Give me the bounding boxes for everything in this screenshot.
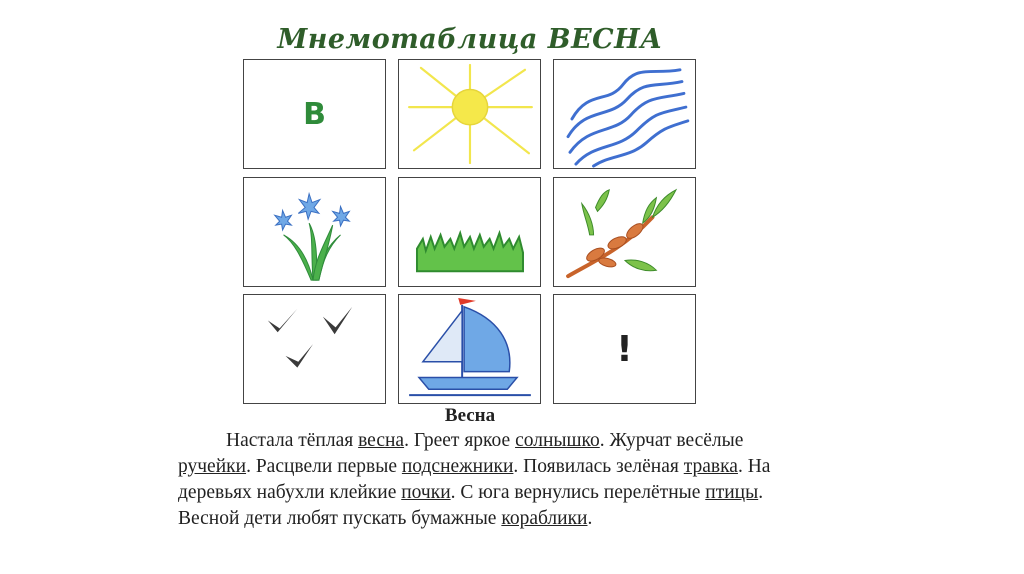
snowdrop-flowers-icon [244,178,385,286]
story-segment: . Появилась зелёная [513,456,684,477]
exclamation-mark: ! [616,328,633,370]
birds-icon [244,295,385,403]
water-streams-icon [554,60,695,168]
story-text [178,428,788,532]
cell-streams [553,59,696,169]
cell-birds [243,294,386,404]
story-keyword: подснежники [401,456,514,477]
cell-branch [553,177,696,287]
story-body [178,430,770,529]
story-keyword: травка [683,456,738,477]
story-keyword: ручейки [178,456,247,477]
story-keyword: кораблики [501,508,588,529]
cell-exclamation [553,294,696,404]
sailboat-icon [399,295,540,403]
story-segment: . Расцвели первые [246,456,402,477]
story-segment: . Греет яркое [404,430,516,451]
story-segment: . На деревьях набухли клейкие [178,456,771,503]
cell-letter [243,59,386,169]
story-keyword: солнышко [515,430,600,451]
story-segment: . Весной дети любят пускать бумажные [178,482,764,529]
story-keyword: почки [401,482,451,503]
story-title: Весна [444,405,496,426]
cell-sun [398,59,541,169]
story-segment: . [587,508,593,529]
cell-boat [398,294,541,404]
budding-branch-icon [554,178,695,286]
story-segment: . Журчат весёлые [599,430,744,451]
story-segment: Настала тёплая [226,430,359,451]
story-segment: . С юга вернулись перелётные [450,482,706,503]
letter-v: В [303,96,326,132]
story-keyword: птицы [705,482,759,503]
story-keyword: весна [358,430,405,451]
page-title: Мнемотаблица ВЕСНА [277,24,663,55]
sun-icon [399,60,540,168]
cell-grass [398,177,541,287]
grass-icon [399,178,540,286]
cell-snowdrops [243,177,386,287]
